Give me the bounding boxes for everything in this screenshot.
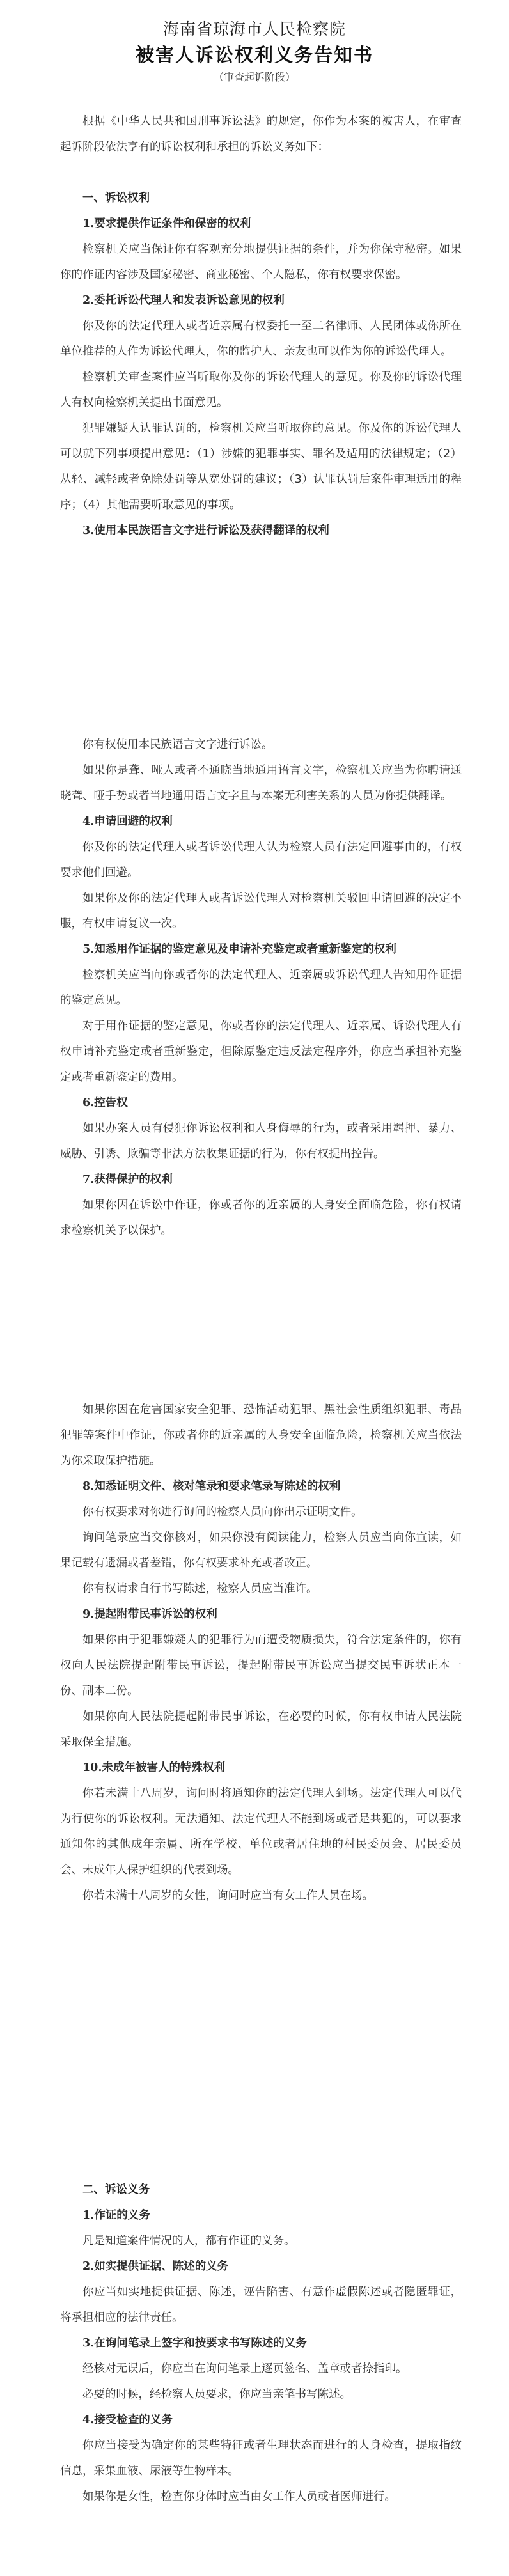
duty-heading-3: 3.在询问笔录上签字和按要求书写陈述的义务 [82, 2337, 307, 2350]
duty-heading-2: 2.如实提供证据、陈述的义务 [82, 2260, 229, 2273]
paragraph: 你若未满十八周岁的女性，询问时应当有女工作人员在场。 [82, 1889, 373, 1902]
paragraph: 检察机关应当保证你有客观充分地提供证据的条件，并为你保守秘密。如果你的作证内容涉及国家秘密、商业秘密、个人隐私，你有权要求保密。 [60, 243, 462, 281]
paragraph: 你有权使用本民族语言文字进行诉讼。 [82, 738, 273, 751]
right-heading-2: 2.委托诉讼代理人和发表诉讼意见的权利 [82, 294, 285, 307]
paragraph: 检察机关审查案件应当听取你及你的诉讼代理人的意见。你及你的诉讼代理人有权向检察机关提出书面意见。 [60, 371, 462, 409]
duties-block [60, 2177, 462, 2510]
paragraph: 你若未满十八周岁，询问时将通知你的法定代理人到场。法定代理人可以代为行使你的诉讼权利。无法通知、法定代理人不能到场或者是共犯的，可以要求通知你的其他成年亲属、所在学校、单位或者居住地的村民委员会、居民委员会、未成年人保护组织的代表到场。 [60, 1787, 462, 1877]
paragraph: 你及你的法定代理人或者诉讼代理人认为检察人员有法定回避事由的，有权要求他们回避。 [60, 841, 462, 879]
right-heading-7: 7.获得保护的权利 [82, 1173, 173, 1186]
rights-block-2 [60, 732, 462, 1244]
right-heading-1: 1.要求提供作证条件和保密的权利 [82, 217, 251, 230]
intro-block [60, 109, 462, 160]
paragraph: 如果你因在危害国家安全犯罪、恐怖活动犯罪、黑社会性质组织犯罪、毒品犯罪等案件中作证，你或者你的近亲属的人身安全面临危险，检察机关应当依法为你采取保护措施。 [60, 1403, 462, 1467]
paragraph: 询问笔录应当交你核对，如果你没有阅读能力，检察人员应当向你宣读，如果记载有遗漏或者差错，你有权要求补充或者改正。 [60, 1531, 462, 1570]
right-heading-10: 10.未成年被害人的特殊权利 [82, 1761, 225, 1774]
paragraph: 凡是知道案件情况的人，都有作证的义务。 [82, 2235, 295, 2247]
paragraph: 如果你因在诉讼中作证，你或者你的近亲属的人身安全面临危险，你有权请求检察机关予以保护。 [60, 1199, 462, 1237]
rights-block-1 [60, 185, 462, 543]
paragraph: 检察机关应当向你或者你的法定代理人、近亲属或诉讼代理人告知用作证据的鉴定意见。 [60, 969, 462, 1007]
right-heading-3: 3.使用本民族语言文字进行诉讼及获得翻译的权利 [82, 524, 329, 537]
paragraph: 犯罪嫌疑人认罪认罚的，检察机关应当听取你的意见。你及你的诉讼代理人可以就下列事项提出意见：（1）涉嫌的犯罪事实、罪名及适用的法律规定；（2）从轻、减轻或者免除处罚等从宽处罚的建议；（3）认罪认罚后案件审理适用的程序；（4）其他需要听取意见的事项。 [60, 422, 462, 511]
right-heading-4: 4.申请回避的权利 [82, 815, 173, 828]
paragraph: 你应当接受为确定你的某些特征或者生理状态而进行的人身检查，提取指纹信息，采集血液、尿液等生物样本。 [60, 2439, 462, 2478]
paragraph: 你及你的法定代理人或者近亲属有权委托一至二名律师、人民团体或你所在单位推荐的人作为诉讼代理人，你的监护人、亲友也可以作为你的诉讼代理人。 [60, 320, 462, 358]
stage-subtitle: （审查起诉阶段） [213, 71, 295, 83]
paragraph: 对于用作证据的鉴定意见，你或者你的法定代理人、近亲属、诉讼代理人有权申请补充鉴定或者重新鉴定，但除原鉴定违反法定程序外，你应当承担补充鉴定或者重新鉴定的费用。 [60, 1020, 462, 1084]
section-heading-duties: 二、诉讼义务 [82, 2183, 150, 2196]
paragraph: 你有权要求对你进行询问的检察人员向你出示证明文件。 [82, 1506, 363, 1518]
document-title: 被害人诉讼权利义务告知书 [135, 44, 373, 66]
right-heading-9: 9.提起附带民事诉讼的权利 [82, 1608, 217, 1621]
duty-heading-1: 1.作证的义务 [82, 2209, 150, 2222]
paragraph: 经核对无误后，你应当在询问笔录上逐页签名、盖章或者捺指印。 [82, 2362, 407, 2375]
right-heading-5: 5.知悉用作证据的鉴定意见及申请补充鉴定或者重新鉴定的权利 [82, 943, 396, 956]
duty-heading-4: 4.接受检查的义务 [82, 2414, 173, 2426]
paragraph: 如果你是女性，检查你身体时应当由女工作人员或者医师进行。 [82, 2490, 396, 2503]
right-heading-8: 8.知悉证明文件、核对笔录和要求笔录写陈述的权利 [82, 1480, 341, 1493]
paragraph: 如果你是聋、哑人或者不通晓当地通用语言文字，检察机关应当为你聘请通晓聋、哑手势或者当地通用语言文字且与本案无利害关系的人员为你提供翻译。 [60, 764, 462, 802]
paragraph: 你应当如实地提供证据、陈述，诬告陷害、有意作虚假陈述或者隐匿罪证，将承担相应的法律责任。 [60, 2286, 462, 2324]
paragraph: 必要的时候，经检察人员要求，你应当亲笔书写陈述。 [82, 2388, 351, 2401]
paragraph: 如果你由于犯罪嫌疑人的犯罪行为而遭受物质损失，符合法定条件的，你有权向人民法院提起附带民事诉讼，提起附带民事诉讼应当提交民事诉状正本一份、副本二份。 [60, 1634, 462, 1698]
paragraph: 如果办案人员有侵犯你诉讼权利和人身侮辱的行为，或者采用羁押、暴力、威胁、引诱、欺骗等非法方法收集证据的行为，你有权提出控告。 [60, 1122, 462, 1160]
right-heading-6: 6.控告权 [82, 1097, 128, 1109]
intro-paragraph: 根据《中华人民共和国刑事诉讼法》的规定，你作为本案的被害人，在审查起诉阶段依法享有的诉讼权利和承担的诉讼义务如下： [60, 115, 462, 153]
rights-block-3 [60, 1397, 462, 1909]
organization-name: 海南省琼海市人民检察院 [162, 20, 346, 38]
paragraph: 如果你及你的法定代理人或者诉讼代理人对检察机关驳回申请回避的决定不服，有权申请复议一次。 [60, 892, 462, 930]
paragraph: 你有权请求自行书写陈述，检察人员应当准许。 [82, 1582, 318, 1595]
section-heading-rights: 一、诉讼权利 [82, 192, 150, 205]
paragraph: 如果你向人民法院提起附带民事诉讼，在必要的时候，你有权申请人民法院采取保全措施。 [60, 1710, 462, 1749]
